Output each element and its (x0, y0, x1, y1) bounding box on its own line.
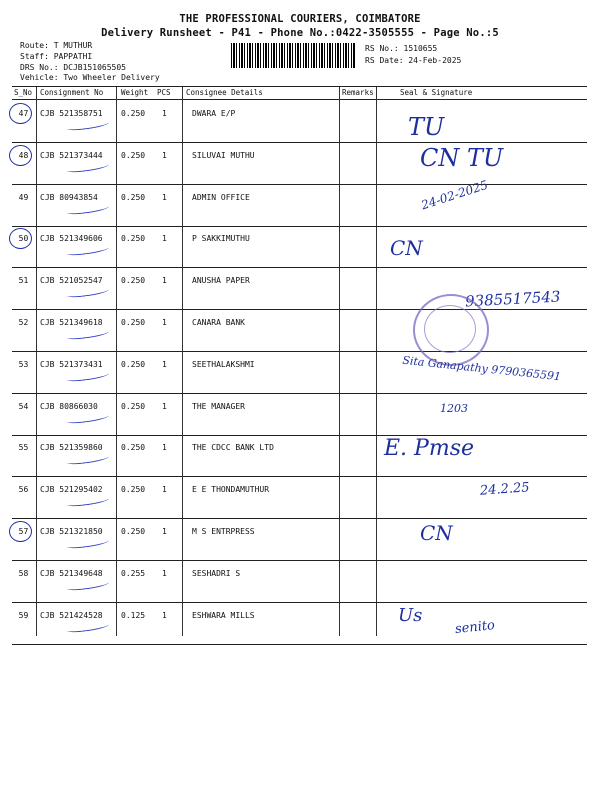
pcs-cell: 1 (162, 234, 167, 244)
vehicle-label: Vehicle: Two Wheeler Delivery (20, 73, 160, 82)
weight-cell: 0.250 (121, 150, 146, 160)
pen-check-mark (67, 161, 110, 173)
pcs-cell: 1 (162, 401, 167, 411)
consignment-cell: CJB 521052547 (40, 276, 103, 286)
signature-49: 24-02-2025 (419, 177, 490, 213)
signature-59: Us (398, 605, 423, 626)
consignee-cell: M S ENTRPRESS (192, 527, 255, 536)
pen-check-mark (67, 287, 110, 299)
table-row (12, 434, 587, 476)
sno-cell: 53 (18, 359, 29, 369)
table-row (12, 518, 587, 560)
sno-cell: 49 (18, 192, 29, 202)
consignee-cell: THE MANAGER (192, 401, 245, 411)
consignee-cell: THE CDCC BANK LTD (192, 443, 274, 453)
staff-label: Staff: PAPPATHI (20, 52, 93, 61)
consignment-cell: CJB 521373444 (40, 150, 103, 160)
pen-check-mark (67, 370, 110, 382)
consignee-cell: SEETHALAKSHMI (192, 359, 255, 369)
route-label: Route: T MUTHUR (20, 41, 93, 50)
pen-check-mark (67, 328, 110, 340)
pcs-cell: 1 (162, 276, 167, 286)
weight-cell: 0.250 (121, 192, 146, 202)
signature-55: E. Pmse (384, 436, 475, 461)
rs-date: RS Date: 24-Feb-2025 (365, 56, 462, 65)
pen-check-mark (67, 412, 110, 424)
consignment-cell: CJB 521373431 (40, 359, 103, 369)
consignee-cell: CANARA BANK (192, 318, 245, 327)
weight-cell: 0.250 (121, 276, 146, 286)
consignment-cell: CJB 521321850 (40, 527, 103, 536)
consignee-cell: SESHADRI S (192, 568, 241, 578)
pen-check-mark (67, 119, 110, 131)
col-consignee: Consignee Details (186, 88, 263, 97)
pcs-cell: 1 (162, 610, 167, 620)
consignment-cell: CJB 521358751 (40, 109, 103, 118)
table-row (12, 100, 587, 142)
col-remarks: Remarks (342, 88, 374, 97)
weight-cell: 0.250 (121, 359, 146, 369)
pcs-cell: 1 (162, 359, 167, 369)
signature-53: Sita Ganapathy 9790365591 (401, 353, 562, 384)
signature-59b: senito (454, 617, 496, 638)
table-row (12, 309, 587, 351)
pen-check-mark (67, 203, 110, 215)
circled-number-mark (9, 103, 32, 124)
sno-cell: 47 (18, 109, 29, 118)
consignment-cell: CJB 521424528 (40, 610, 103, 620)
consignment-cell: CJB 521359860 (40, 443, 103, 453)
weight-cell: 0.125 (121, 610, 146, 620)
pen-check-mark (67, 579, 110, 591)
weight-cell: 0.255 (121, 568, 146, 578)
consignment-cell: CJB 80943854 (40, 192, 98, 202)
table-row (12, 225, 587, 267)
rs-number: RS No.: 1510655 (365, 44, 438, 53)
col-seal-signature: Seal & Signature (400, 88, 473, 97)
drs-number: DRS No.: DCJB151065505 (20, 63, 126, 72)
circled-number-mark (9, 228, 32, 249)
signature-50: CN (390, 236, 423, 260)
signature-54: 1203 (440, 402, 468, 415)
pcs-cell: 1 (162, 150, 167, 160)
pcs-cell: 1 (162, 568, 167, 578)
consignee-cell: ESHWARA MILLS (192, 610, 255, 620)
sno-cell: 59 (18, 610, 29, 620)
weight-cell: 0.250 (121, 485, 146, 495)
col-pcs: PCS (157, 88, 171, 97)
company-title: THE PROFESSIONAL COURIERS, COIMBATORE (179, 13, 421, 25)
circled-number-mark (9, 521, 32, 542)
pen-check-mark (67, 245, 110, 257)
pcs-cell: 1 (162, 318, 167, 327)
weight-cell: 0.250 (121, 234, 146, 244)
barcode (231, 43, 355, 68)
col-sno: S_No (14, 88, 33, 97)
circled-number-mark (9, 145, 32, 166)
col-weight: Weight (121, 88, 149, 97)
consignee-cell: E E THONDAMUTHUR (192, 485, 270, 495)
consignee-cell: DWARA E/P (192, 109, 236, 118)
signature-57: CN (420, 521, 453, 545)
consignee-cell: ADMIN OFFICE (192, 192, 250, 202)
pen-check-mark (67, 537, 110, 549)
weight-cell: 0.250 (121, 318, 146, 327)
sno-cell: 50 (18, 234, 29, 244)
signature-56: 24.2.25 (479, 480, 531, 499)
pen-check-mark (67, 454, 110, 466)
consignee-cell: P SAKKIMUTHU (192, 234, 250, 244)
col-consignment: Consignment No (40, 88, 104, 97)
signature-48: CN TU (420, 144, 504, 172)
sno-cell: 48 (18, 150, 29, 160)
pcs-cell: 1 (162, 443, 167, 453)
pcs-cell: 1 (162, 485, 167, 495)
consignment-cell: CJB 521349606 (40, 234, 103, 244)
consignment-cell: CJB 521349648 (40, 568, 103, 578)
row-rule (12, 644, 587, 645)
consignee-cell: ANUSHA PAPER (192, 276, 250, 286)
table-row (12, 560, 587, 602)
pcs-cell: 1 (162, 109, 167, 118)
sno-cell: 57 (18, 527, 29, 536)
weight-cell: 0.250 (121, 527, 146, 536)
consignment-cell: CJB 521295402 (40, 485, 103, 495)
sno-cell: 52 (18, 318, 29, 327)
pen-check-mark (67, 621, 110, 633)
consignment-cell: CJB 80866030 (40, 401, 98, 411)
consignment-cell: CJB 521349618 (40, 318, 103, 327)
sno-cell: 58 (18, 568, 29, 578)
sno-cell: 55 (18, 443, 29, 453)
signature-47: TU (408, 113, 445, 141)
sno-cell: 56 (18, 485, 29, 495)
weight-cell: 0.250 (121, 109, 146, 118)
table-row (12, 184, 587, 226)
weight-cell: 0.250 (121, 443, 146, 453)
weight-cell: 0.250 (121, 401, 146, 411)
sno-cell: 54 (18, 401, 29, 411)
pen-check-mark (67, 496, 110, 508)
signature-51: 9385517543 (464, 287, 561, 311)
pcs-cell: 1 (162, 527, 167, 536)
table-row (12, 393, 587, 435)
table-top-rule (12, 86, 587, 87)
consignee-cell: SILUVAI MUTHU (192, 150, 255, 160)
pcs-cell: 1 (162, 192, 167, 202)
sno-cell: 51 (18, 276, 29, 286)
runsheet-subtitle: Delivery Runsheet - P41 - Phone No.:0422-3505555 - Page No.:5 (101, 27, 499, 39)
table-row (12, 602, 587, 644)
